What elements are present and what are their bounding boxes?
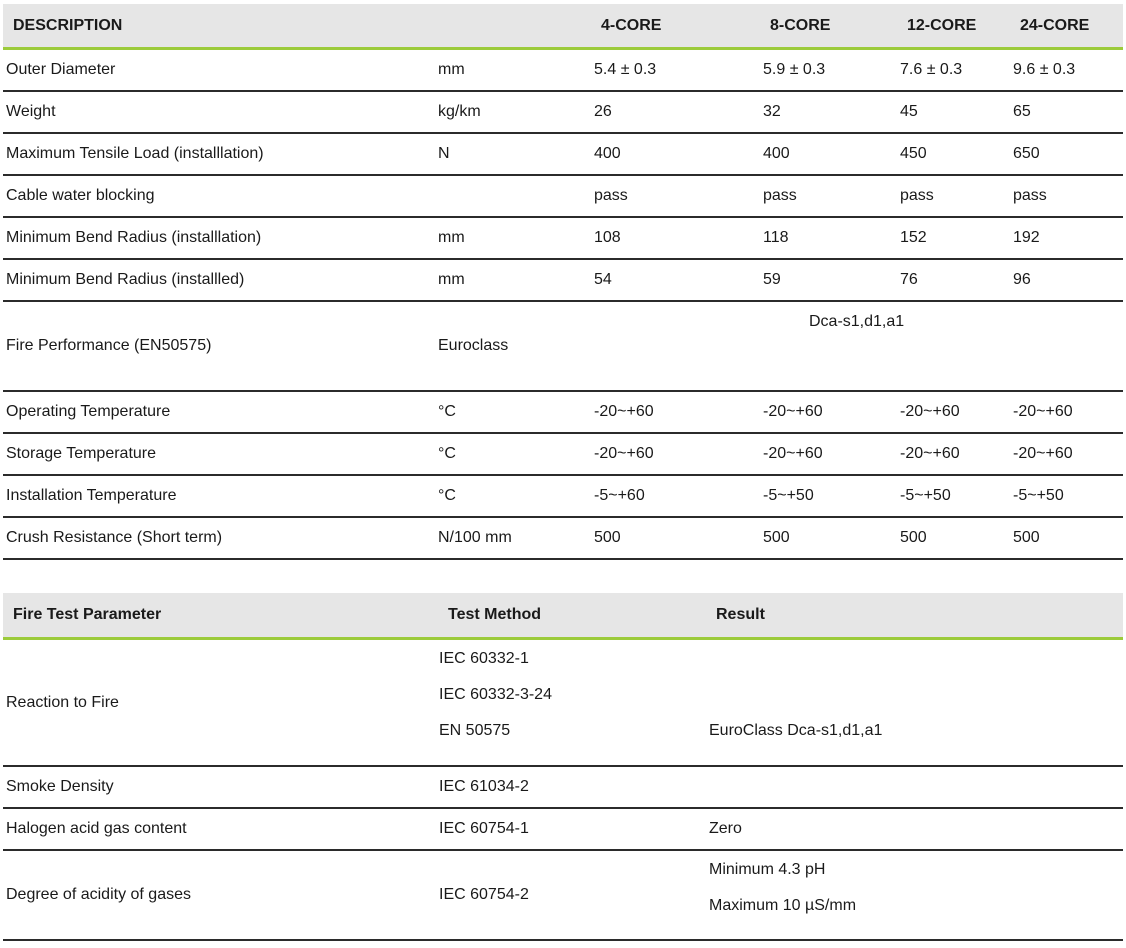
header-description: DESCRIPTION [13, 16, 123, 34]
cell-4-core: 54 [594, 271, 612, 288]
row-label: Degree of acidity of gases [6, 886, 191, 903]
test-method: IEC 60332-3-24 [439, 686, 552, 703]
table-row-acidity [3, 851, 1123, 941]
row-unit: mm [438, 61, 465, 78]
cell-8-core: -5~+50 [763, 487, 814, 504]
cell-8-core: 400 [763, 145, 790, 162]
cell-4-core: 500 [594, 529, 621, 546]
cell-24-core: 65 [1013, 103, 1031, 120]
cell-8-core: pass [763, 187, 797, 204]
cell-4-core: 400 [594, 145, 621, 162]
test-method: IEC 60754-1 [439, 820, 529, 837]
table-row [3, 134, 1123, 176]
test-result: Maximum 10 µS/mm [709, 897, 857, 914]
table-row [3, 176, 1123, 218]
test-method: IEC 61034-2 [439, 778, 529, 795]
row-label: Operating Temperature [6, 403, 171, 420]
fire-test-table-header [3, 593, 1123, 640]
row-unit: Euroclass [438, 337, 509, 354]
cell-8-core: 59 [763, 271, 781, 288]
header-8-core: 8-CORE [770, 16, 831, 34]
cell-12-core: 7.6 ± 0.3 [900, 61, 963, 78]
spec-table [3, 4, 1123, 560]
table-row [3, 392, 1123, 434]
cell-24-core: pass [1013, 187, 1047, 204]
cell-4-core: 26 [594, 103, 612, 120]
cell-4-core: 5.4 ± 0.3 [594, 61, 657, 78]
row-unit: mm [438, 271, 465, 288]
row-unit: N [438, 145, 450, 162]
table-row [3, 50, 1123, 92]
header-test-method: Test Method [448, 606, 542, 623]
spec-table-header [3, 4, 1123, 50]
row-label: Crush Resistance (Short term) [6, 529, 223, 546]
row-label: Installation Temperature [6, 487, 177, 504]
test-method: EN 50575 [439, 722, 511, 739]
cell-24-core: -5~+50 [1013, 487, 1064, 504]
row-label: Fire Performance (EN50575) [6, 337, 212, 354]
header-4-core: 4-CORE [601, 16, 662, 34]
row-unit: °C [438, 445, 456, 462]
table-row-reaction-to-fire [3, 640, 1123, 767]
table-row [3, 92, 1123, 134]
row-label: Cable water blocking [6, 187, 155, 204]
cell-4-core: -5~+60 [594, 487, 645, 504]
table-row-smoke-density [3, 767, 1123, 809]
row-label: Outer Diameter [6, 61, 116, 78]
row-unit: °C [438, 487, 456, 504]
header-result: Result [716, 606, 765, 623]
cell-4-core: pass [594, 187, 628, 204]
row-unit: N/100 mm [438, 529, 512, 546]
cell-24-core: 96 [1013, 271, 1031, 288]
test-result: Minimum 4.3 pH [709, 861, 826, 878]
fire-test-table [3, 593, 1123, 941]
cell-8-core: 5.9 ± 0.3 [763, 61, 826, 78]
test-method: IEC 60754-2 [439, 886, 529, 903]
row-label: Minimum Bend Radius (installlation) [6, 229, 262, 246]
table-row [3, 476, 1123, 518]
cell-12-core: 76 [900, 271, 918, 288]
header-fire-test-parameter: Fire Test Parameter [13, 606, 162, 623]
cell-4-core: -20~+60 [594, 403, 654, 420]
header-24-core: 24-CORE [1020, 16, 1090, 34]
cell-8-core: 32 [763, 103, 781, 120]
row-label: Maximum Tensile Load (installlation) [6, 145, 264, 162]
table-row [3, 518, 1123, 560]
table-row [3, 260, 1123, 302]
test-method: IEC 60332-1 [439, 650, 529, 667]
row-unit: °C [438, 403, 456, 420]
table-row-halogen [3, 809, 1123, 851]
fire-performance-value: Dca-s1,d1,a1 [809, 313, 905, 330]
cell-24-core: 650 [1013, 145, 1040, 162]
cell-12-core: 45 [900, 103, 918, 120]
row-unit: mm [438, 229, 465, 246]
row-label: Smoke Density [6, 778, 114, 795]
cell-12-core: pass [900, 187, 934, 204]
cell-12-core: 450 [900, 145, 927, 162]
cell-24-core: -20~+60 [1013, 403, 1073, 420]
table-row [3, 218, 1123, 260]
row-unit: kg/km [438, 103, 481, 120]
cell-8-core: -20~+60 [763, 403, 823, 420]
cell-4-core: -20~+60 [594, 445, 654, 462]
row-label: Halogen acid gas content [6, 820, 187, 837]
cell-24-core: 192 [1013, 229, 1040, 246]
cell-4-core: 108 [594, 229, 621, 246]
header-12-core: 12-CORE [907, 16, 977, 34]
cell-12-core: 152 [900, 229, 927, 246]
cell-24-core: -20~+60 [1013, 445, 1073, 462]
cell-12-core: -20~+60 [900, 403, 960, 420]
cell-12-core: 500 [900, 529, 927, 546]
row-label: Minimum Bend Radius (installled) [6, 271, 245, 288]
test-result: EuroClass Dca-s1,d1,a1 [709, 722, 883, 739]
cell-24-core: 500 [1013, 529, 1040, 546]
table-row [3, 434, 1123, 476]
row-label: Storage Temperature [6, 445, 157, 462]
cell-8-core: 118 [763, 229, 789, 246]
table-row-fire-performance [3, 302, 1123, 392]
row-label: Weight [6, 103, 56, 120]
cell-8-core: 500 [763, 529, 790, 546]
cell-12-core: -20~+60 [900, 445, 960, 462]
cell-24-core: 9.6 ± 0.3 [1013, 61, 1076, 78]
row-label: Reaction to Fire [6, 693, 119, 711]
cell-12-core: -5~+50 [900, 487, 951, 504]
test-result: Zero [709, 820, 742, 837]
cell-8-core: -20~+60 [763, 445, 823, 462]
